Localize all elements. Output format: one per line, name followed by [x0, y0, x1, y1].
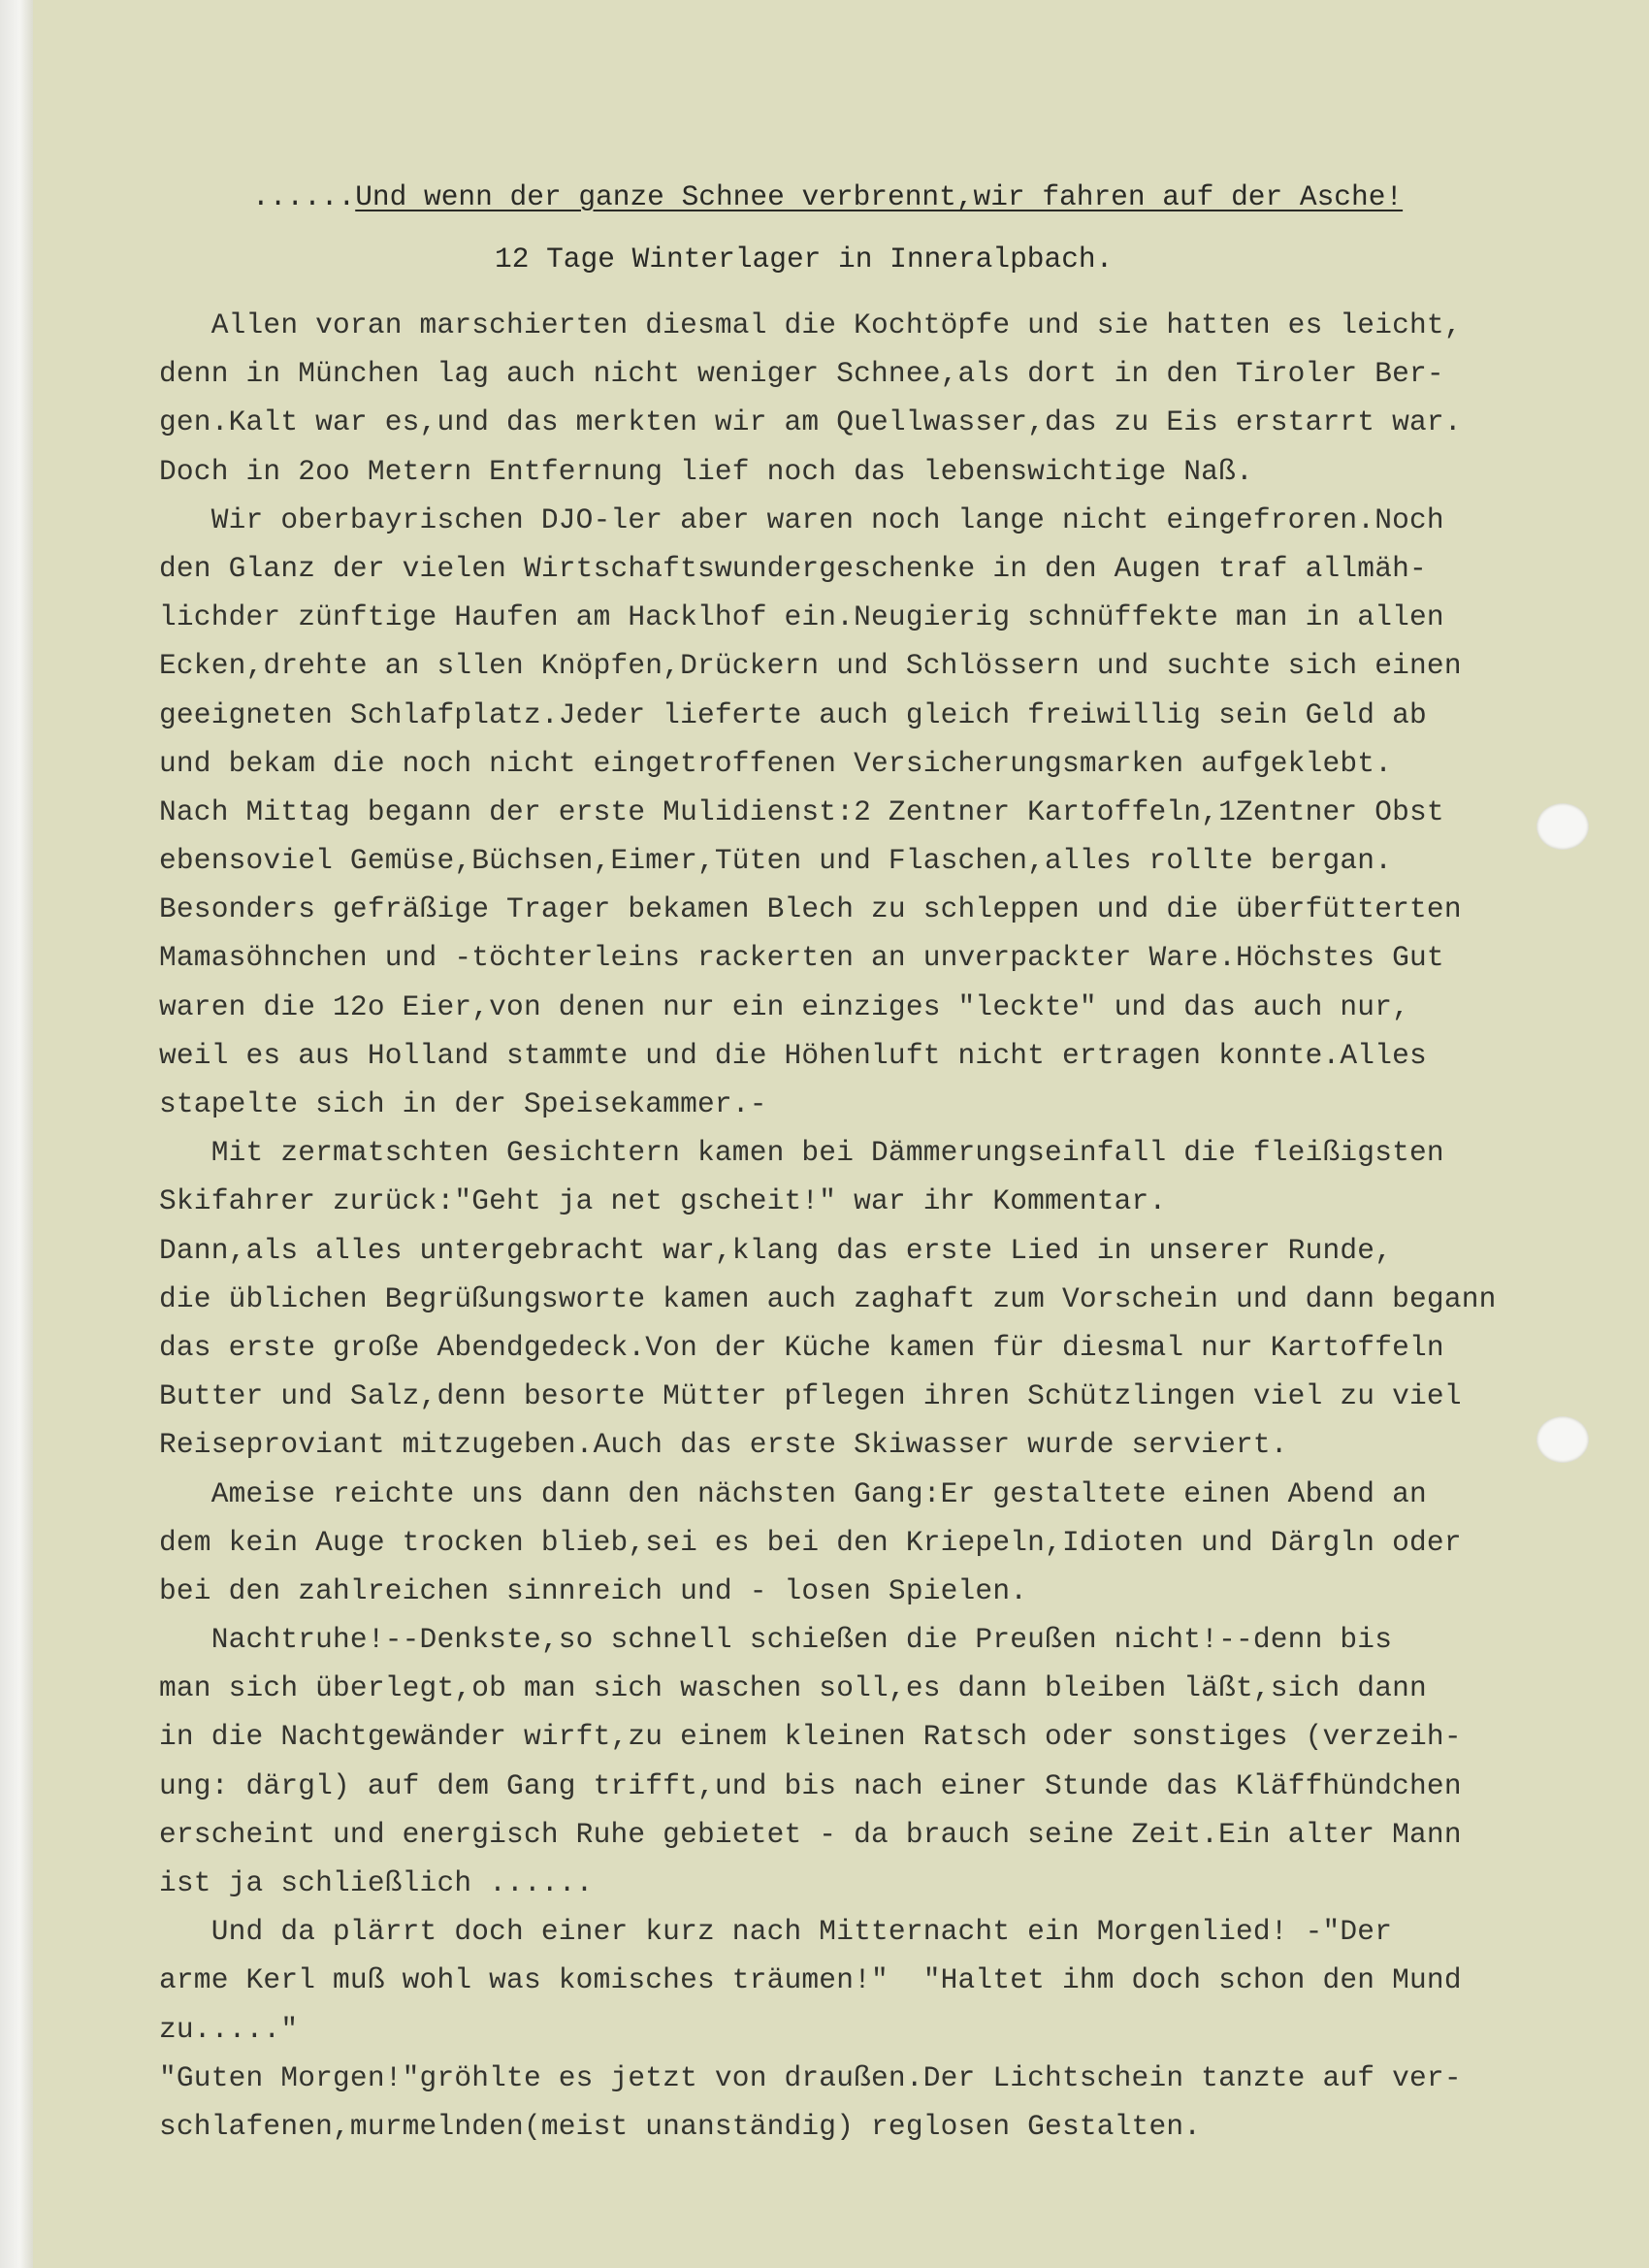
document-subtitle: 12 Tage Winterlager in Inneralpbach. [495, 243, 1114, 275]
text-line: zu....." [159, 2012, 299, 2046]
text-line: das erste große Abendgedeck.Von der Küche kamen für diesmal nur Kartoffeln [159, 1330, 1444, 1364]
text-line: Und da plärrt doch einer kurz nach Mitternacht ein Morgenlied! -"Der [159, 1915, 1393, 1949]
text-line: Reiseproviant mitzugeben.Auch das erste Skiwasser wurde serviert. [159, 1428, 1288, 1462]
text-line: Mamasöhnchen und -töchterleins rackerten an unverpackter Ware.Höchstes Gut [159, 941, 1444, 975]
text-line: Wir oberbayrischen DJO-ler aber waren noch lange nicht eingefroren.Noch [159, 502, 1444, 536]
text-line: waren die 12o Eier,von denen nur ein einziges "leckte" und das auch nur, [159, 989, 1410, 1023]
text-line: gen.Kalt war es,und das merkten wir am Quellwasser,das zu Eis erstarrt war. [159, 405, 1462, 439]
text-line: Nachtruhe!--Denkste,so schnell schießen die Preußen nicht!--denn bis [159, 1623, 1393, 1657]
text-line: Allen voran marschierten diesmal die Kochtöpfe und sie hatten es leicht, [159, 308, 1462, 341]
text-line: "Guten Morgen!"gröhlte es jetzt von draußen.Der Lichtschein tanzte auf ver- [159, 2060, 1462, 2094]
text-line: die üblichen Begrüßungsworte kamen auch zaghaft zum Vorschein und dann begann [159, 1281, 1497, 1315]
text-line: ist ja schließlich ...... [159, 1866, 594, 1899]
body-text [159, 301, 1517, 2151]
document-title [252, 180, 1403, 213]
punch-hole-lower [1536, 1416, 1589, 1463]
text-line: weil es aus Holland stammte und die Höhenluft nicht ertragen konnte.Alles [159, 1038, 1427, 1072]
text-line: schlafenen,murmelnden(meist unanständig) reglosen Gestalten. [159, 2109, 1202, 2143]
text-line: ung: därgl) auf dem Gang trifft,und bis nach einer Stunde das Kläffhündchen [159, 1768, 1462, 1802]
text-line: bei den zahlreichen sinnreich und - losen Spielen. [159, 1573, 1028, 1607]
text-line: dem kein Auge trocken blieb,sei es bei den Kriepeln,Idioten und Därgln oder [159, 1525, 1462, 1559]
text-line: Nach Mittag begann der erste Mulidienst:2 Zentner Kartoffeln,1Zentner Obst [159, 794, 1444, 828]
title-text: Und wenn der ganze Schnee verbrennt,wir fahren auf der Asche! [355, 180, 1404, 213]
text-line: den Glanz der vielen Wirtschaftswundergeschenke in den Augen traf allmäh- [159, 551, 1427, 585]
text-line: Dann,als alles untergebracht war,klang das erste Lied in unserer Runde, [159, 1233, 1393, 1267]
text-line: Mit zermatschten Gesichtern kamen bei Dämmerungseinfall die fleißigsten [159, 1136, 1444, 1170]
text-line: in die Nachtgewänder wirft,zu einem kleinen Ratsch oder sonstiges (verzeih- [159, 1720, 1462, 1754]
text-line: man sich überlegt,ob man sich waschen soll,es dann bleiben läßt,sich dann [159, 1671, 1427, 1705]
text-line: Besonders gefräßige Trager bekamen Blech zu schleppen und die überfütterten [159, 892, 1462, 926]
punch-hole-upper [1536, 803, 1589, 850]
text-line: erscheint und energisch Ruhe gebietet - da brauch seine Zeit.Ein alter Mann [159, 1817, 1462, 1851]
text-line: stapelte sich in der Speisekammer.- [159, 1087, 767, 1120]
text-line: Skifahrer zurück:"Geht ja net gscheit!" war ihr Kommentar. [159, 1184, 1167, 1218]
text-line: Butter und Salz,denn besorte Mütter pflegen ihren Schützlingen viel zu viel [159, 1379, 1462, 1413]
text-line: Doch in 2oo Metern Entfernung lief noch das lebenswichtige Naß. [159, 454, 1253, 488]
text-line: geeigneten Schlafplatz.Jeder lieferte auch gleich freiwillig sein Geld ab [159, 697, 1427, 731]
text-line: ebensoviel Gemüse,Büchsen,Eimer,Tüten und Flaschen,alles rollte bergan. [159, 844, 1393, 878]
text-line: Ameise reichte uns dann den nächsten Gang:Er gestaltete einen Abend an [159, 1476, 1427, 1510]
text-line: Ecken,drehte an sllen Knöpfen,Drückern und Schlössern und suchte sich einen [159, 649, 1462, 683]
title-prefix: ...... [252, 180, 356, 213]
text-line: lichder zünftige Haufen am Hacklhof ein.Neugierig schnüffekte man in allen [159, 600, 1444, 634]
text-line: und bekam die noch nicht eingetroffenen Versicherungsmarken aufgeklebt. [159, 746, 1393, 780]
scan-edge [0, 0, 33, 2268]
text-line: denn in München lag auch nicht weniger Schnee,als dort in den Tiroler Ber- [159, 357, 1444, 391]
text-line: arme Kerl muß wohl was komisches träumen!" "Haltet ihm doch schon den Mund [159, 1963, 1462, 1997]
